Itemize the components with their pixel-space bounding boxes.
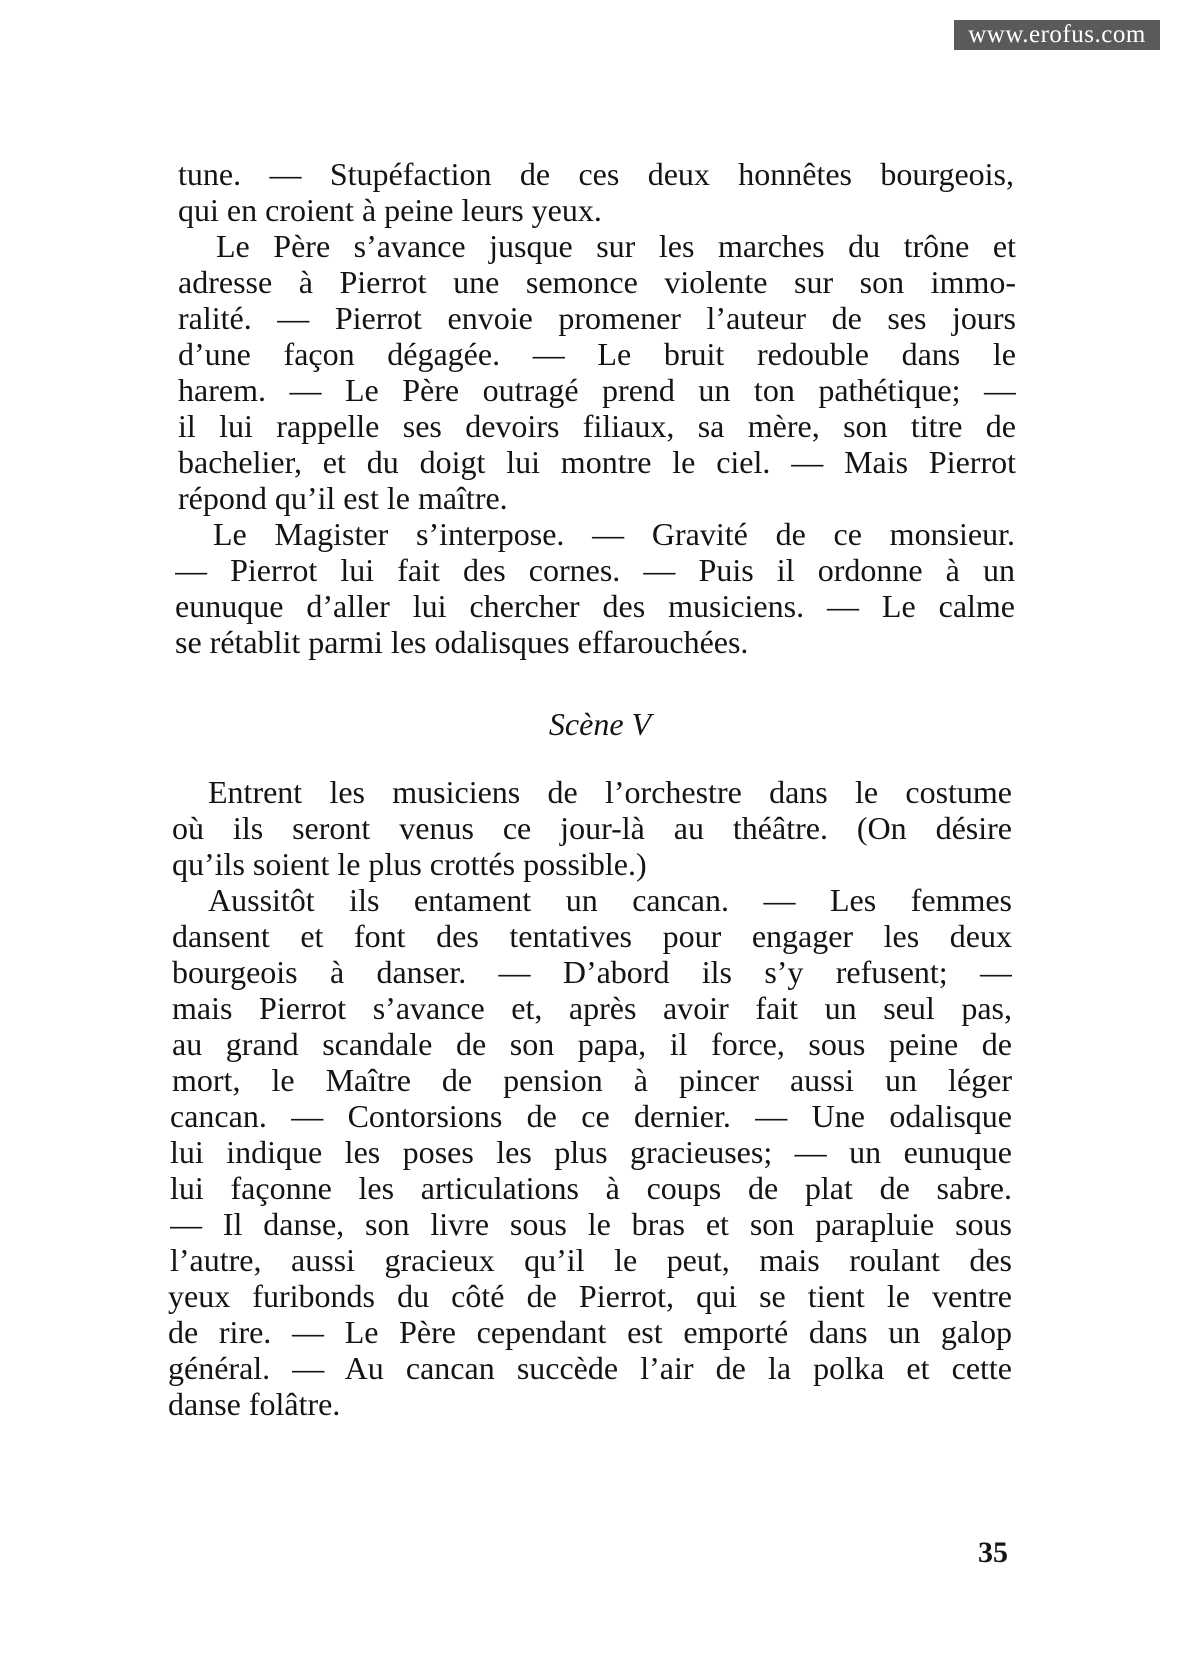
text-line: d’une façon dégagée. — Le bruit redouble dans le <box>178 336 1016 372</box>
text-line: lui façonne les articulations à coups de plat de sabre. <box>170 1170 1012 1206</box>
text-line: mais Pierrot s’avance et, après avoir fait un seul pas, <box>172 990 1012 1026</box>
text-line: répond qu’il est le maître. <box>178 480 508 516</box>
text-line: se rétablit parmi les odalisques effarouchées. <box>175 624 749 660</box>
text-line: yeux furibonds du côté de Pierrot, qui se tient le ventre <box>168 1278 1012 1314</box>
text-line: Entrent les musiciens de l’orchestre dans le costume <box>208 774 1012 810</box>
text-line: de rire. — Le Père cependant est emporté dans un galop <box>168 1314 1012 1350</box>
text-line: tune. — Stupéfaction de ces deux honnêtes bourgeois, <box>178 156 1014 192</box>
text-line: mort, le Maître de pension à pincer aussi un léger <box>172 1062 1012 1098</box>
text-line: adresse à Pierrot une semonce violente sur son immo- <box>178 264 1016 300</box>
text-line: harem. — Le Père outragé prend un ton pathétique; — <box>178 372 1016 408</box>
text-line: au grand scandale de son papa, il force, sous peine de <box>172 1026 1012 1062</box>
text-line: lui indique les poses les plus gracieuses; — un eunuque <box>170 1134 1012 1170</box>
text-line: qui en croient à peine leurs yeux. <box>178 192 602 228</box>
text-line: danse folâtre. <box>168 1386 341 1422</box>
text-line: Le Père s’avance jusque sur les marches du trône et <box>216 228 1016 264</box>
text-line: cancan. — Contorsions de ce dernier. — Une odalisque <box>170 1098 1012 1134</box>
text-line: ralité. — Pierrot envoie promener l’auteur de ses jours <box>178 300 1016 336</box>
text-line: — Il danse, son livre sous le bras et son parapluie sous <box>170 1206 1012 1242</box>
text-line: l’autre, aussi gracieux qu’il le peut, mais roulant des <box>170 1242 1012 1278</box>
text-line: qu’ils soient le plus crottés possible.) <box>172 846 647 882</box>
text-line: où ils seront venus ce jour-là au théâtre. (On désire <box>172 810 1012 846</box>
text-line: bourgeois à danser. — D’abord ils s’y refusent; — <box>172 954 1012 990</box>
text-line: Aussitôt ils entament un cancan. — Les femmes <box>208 882 1012 918</box>
text-line: dansent et font des tentatives pour engager les deux <box>172 918 1012 954</box>
text-line: Le Magister s’interpose. — Gravité de ce monsieur. <box>213 516 1015 552</box>
text-line: général. — Au cancan succède l’air de la polka et cette <box>168 1350 1012 1386</box>
watermark: www.erofus.com <box>954 20 1160 50</box>
text-line: eunuque d’aller lui chercher des musiciens. — Le calme <box>175 588 1015 624</box>
scene-title: Scène V <box>548 706 652 742</box>
text-line: il lui rappelle ses devoirs filiaux, sa mère, son titre de <box>178 408 1016 444</box>
text-line: bachelier, et du doigt lui montre le ciel. — Mais Pierrot <box>178 444 1016 480</box>
page-number: 35 <box>978 1536 1008 1569</box>
text-line: — Pierrot lui fait des cornes. — Puis il ordonne à un <box>175 552 1015 588</box>
